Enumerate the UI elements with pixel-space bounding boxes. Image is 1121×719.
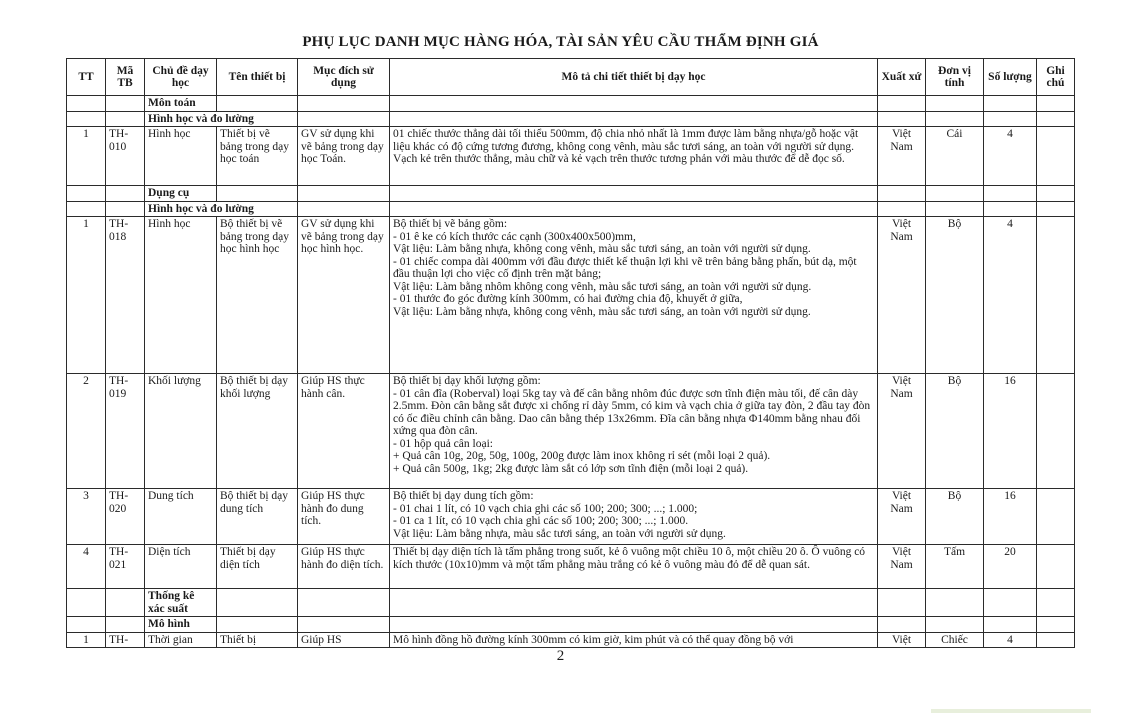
cell-tt: 1 xyxy=(67,632,106,648)
cell-ma: TH-010 xyxy=(106,127,145,186)
cell-chu-de: Hình học xyxy=(145,217,217,374)
page-number: 2 xyxy=(556,648,565,664)
cell-xuat-xu: Việt xyxy=(878,632,926,648)
section-row xyxy=(67,96,1075,112)
cell-muc-dich: Giúp HS thực hành đo diện tích. xyxy=(298,545,390,589)
cell-chu-de: Hình học xyxy=(145,127,217,186)
cell-don-vi: Tấm xyxy=(926,545,984,589)
header-muc-dich: Mục đích sử dụng xyxy=(298,59,390,96)
header-ma-tb: Mã TB xyxy=(106,59,145,96)
desc-line: Vật liệu: Làm bằng nhựa, màu sắc tươi sáng, an toàn với người sử dụng. xyxy=(393,527,726,540)
cell-ma: TH-021 xyxy=(106,545,145,589)
cell-ten: Bộ thiết bị dạy khối lượng xyxy=(217,374,298,489)
cell-tt: 2 xyxy=(67,374,106,489)
cell-so-luong: 16 xyxy=(984,489,1037,545)
cell-ten: Bộ thiết bị dạy dung tích xyxy=(217,489,298,545)
cell-xuat-xu: Việt Nam xyxy=(878,489,926,545)
desc-line: - 01 cân đĩa (Roberval) loại 5kg tay và đế cân bằng nhôm đúc được sơn tĩnh điện màu tối, đế cân dày 2.5mm. Đòn cân bằng sắt được xi chống rỉ dày 5mm, có kim và vạch chia ở giữa tay đòn, 2 đầu tay đòn có ốc điều chỉnh cân bằng. Dao cân bằng thép 13x26mm. Đĩa cân bằng nhựa Φ140mm bằng nhau đối xứng qua đòn cân. xyxy=(393,387,871,437)
cell-muc-dich: Giúp HS thực hành đo dung tích. xyxy=(298,489,390,545)
desc-line: - 01 chiếc compa dài 400mm với đầu được thiết kế thuận lợi khi vẽ trên bảng bằng phấn, bút dạ, một đầu thuận lợi cho việc cố định trên mặt bảng; xyxy=(393,255,857,280)
cell-mo-ta xyxy=(390,545,878,589)
cell-mo-ta xyxy=(390,374,878,489)
cell-ma: TH- xyxy=(106,632,145,648)
section-label: Môn toán xyxy=(145,96,217,112)
header-xuat-xu: Xuất xứ xyxy=(878,59,926,96)
cell-so-luong: 4 xyxy=(984,127,1037,186)
cell-muc-dich: Giúp HS xyxy=(298,632,390,648)
document-title: PHỤ LỤC DANH MỤC HÀNG HÓA, TÀI SẢN YÊU CẦU THẨM ĐỊNH GIÁ xyxy=(302,34,819,50)
desc-line: Vật liệu: Làm bằng nhôm không cong vênh, màu sắc tươi sáng, an toàn với người sử dụng. xyxy=(393,280,812,293)
table-row xyxy=(67,374,1075,489)
cell-muc-dich: GV sử dụng khi vẽ bảng trong dạy học hình học. xyxy=(298,217,390,374)
table-row xyxy=(67,217,1075,374)
cell-xuat-xu: Việt Nam xyxy=(878,217,926,374)
desc-line: Bộ thiết bị dạy khối lượng gồm: xyxy=(393,375,541,387)
section-row xyxy=(67,111,1075,127)
cell-muc-dich: GV sử dụng khi vẽ bảng trong dạy học Toán. xyxy=(298,127,390,186)
desc-line: Bộ thiết bị dạy dung tích gồm: xyxy=(393,490,534,502)
section-row xyxy=(67,186,1075,202)
desc-line: Thiết bị dạy diện tích là tấm phẳng trong suốt, kẻ ô vuông một chiều 10 ô, một chiều 20 ô. Ô vuông có kích thước (10x10)mm và một tấm phẳng màu trắng có kẻ ô vuông màu đỏ để dễ quan sát. xyxy=(393,546,866,571)
cell-chu-de: Dung tích xyxy=(145,489,217,545)
cell-mo-ta xyxy=(390,127,878,186)
asset-appraisal-table xyxy=(66,58,1075,648)
cell-mo-ta xyxy=(390,489,878,545)
section-row xyxy=(67,201,1075,217)
header-chu-de: Chủ đề dạy học xyxy=(145,59,217,96)
cell-ma: TH-020 xyxy=(106,489,145,545)
cell-ma: TH-018 xyxy=(106,217,145,374)
cell-don-vi: Chiếc xyxy=(926,632,984,648)
header-ten-thiet-bi: Tên thiết bị xyxy=(217,59,298,96)
section-label: Dụng cụ xyxy=(145,186,217,202)
header-tt: TT xyxy=(67,59,106,96)
cell-ten: Thiết bị dạy diện tích xyxy=(217,545,298,589)
cell-chu-de: Thời gian xyxy=(145,632,217,648)
cell-ten: Thiết bị vẽ bảng trong dạy học toán xyxy=(217,127,298,186)
cell-xuat-xu: Việt Nam xyxy=(878,545,926,589)
cell-so-luong: 20 xyxy=(984,545,1037,589)
section-label: Thống kê xác suất xyxy=(145,589,217,617)
table-row xyxy=(67,489,1075,545)
cell-tt: 3 xyxy=(67,489,106,545)
desc-line: + Quả cân 500g, 1kg; 2kg được làm sắt có lớp sơn tĩnh điện (mỗi loại 2 quả). xyxy=(393,462,749,475)
cell-ten: Thiết bị xyxy=(217,632,298,648)
cell-so-luong: 4 xyxy=(984,632,1037,648)
table-header-row xyxy=(67,59,1075,96)
cell-don-vi: Bộ xyxy=(926,374,984,489)
cell-muc-dich: Giúp HS thực hành cân. xyxy=(298,374,390,489)
desc-line: 01 chiếc thước thẳng dài tối thiểu 500mm, độ chia nhỏ nhất là 1mm được làm bằng nhựa/gỗ hoặc vật liệu khác có độ cứng tương đương, không cong vênh, màu sắc tươi sáng, an toàn với người sử dụng. Vạch kẻ trên thước thẳng, màu chữ và kẻ vạch trên thước tương phản với màu thước để dễ đọc số. xyxy=(393,128,859,165)
desc-line: Vật liệu: Làm bằng nhựa, không cong vênh, màu sắc tươi sáng, an toàn với người sử dụng. xyxy=(393,305,811,318)
cell-don-vi: Bộ xyxy=(926,489,984,545)
desc-line: - 01 ê ke có kích thước các cạnh (300x400x500)mm, xyxy=(393,230,636,243)
desc-line: Bộ thiết bị vẽ bảng gồm: xyxy=(393,218,508,230)
desc-line: Mô hình đồng hồ đường kính 300mm có kim giờ, kim phút và có thể quay đồng bộ với xyxy=(393,633,794,646)
section-label: Hình học và đo lường xyxy=(145,111,298,127)
section-row xyxy=(67,589,1075,617)
cell-xuat-xu: Việt Nam xyxy=(878,374,926,489)
section-label: Hình học và đo lường xyxy=(145,201,298,217)
table-row xyxy=(67,545,1075,589)
cell-mo-ta xyxy=(390,217,878,374)
header-so-luong: Số lượng xyxy=(984,59,1037,96)
desc-line: - 01 thước đo góc đường kính 300mm, có hai đường chia độ, khuyết ở giữa, xyxy=(393,293,743,305)
desc-line: - 01 ca 1 lít, có 10 vạch chia ghi các số 100; 200; 300; ...; 1.000. xyxy=(393,515,689,527)
table-row xyxy=(67,127,1075,186)
scan-artifact xyxy=(931,709,1091,713)
cell-chu-de: Khối lượng xyxy=(145,374,217,489)
cell-chu-de: Diện tích xyxy=(145,545,217,589)
table-row xyxy=(67,632,1075,648)
header-mo-ta: Mô tả chi tiết thiết bị dạy học xyxy=(390,59,878,96)
cell-tt: 4 xyxy=(67,545,106,589)
desc-line: Vật liệu: Làm bằng nhựa, không cong vênh, màu sắc tươi sáng, an toàn với người sử dụng. xyxy=(393,243,811,255)
cell-ten: Bộ thiết bị vẽ bảng trong dạy học hình học xyxy=(217,217,298,374)
cell-don-vi: Cái xyxy=(926,127,984,186)
section-label: Mô hình xyxy=(145,617,217,633)
cell-tt: 1 xyxy=(67,127,106,186)
cell-so-luong: 4 xyxy=(984,217,1037,374)
desc-line: - 01 chai 1 lít, có 10 vạch chia ghi các số 100; 200; 300; ...; 1.000; xyxy=(393,502,698,515)
cell-ma: TH-019 xyxy=(106,374,145,489)
cell-xuat-xu: Việt Nam xyxy=(878,127,926,186)
cell-so-luong: 16 xyxy=(984,374,1037,489)
cell-don-vi: Bộ xyxy=(926,217,984,374)
desc-line: - 01 hộp quả cân loại: xyxy=(393,437,493,450)
header-ghi-chu: Ghi chú xyxy=(1037,59,1075,96)
header-don-vi: Đơn vị tính xyxy=(926,59,984,96)
cell-mo-ta xyxy=(390,632,878,648)
desc-line: + Quả cân 10g, 20g, 50g, 100g, 200g được làm inox không rỉ sét (mỗi loại 2 quả). xyxy=(393,450,771,462)
cell-tt: 1 xyxy=(67,217,106,374)
section-row xyxy=(67,617,1075,633)
